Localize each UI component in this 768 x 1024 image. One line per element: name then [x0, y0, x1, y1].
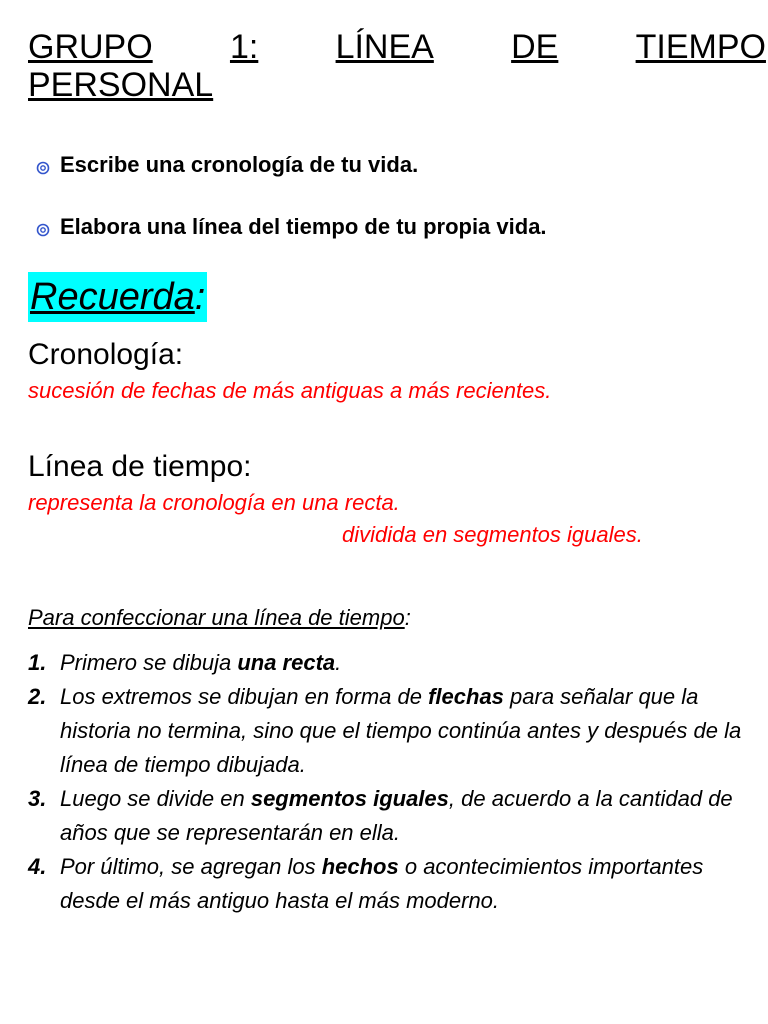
page-title	[28, 28, 766, 104]
title-word: GRUPO	[28, 28, 153, 66]
step-keyword: segmentos iguales	[250, 786, 449, 811]
linea-term: Línea de tiempo:	[28, 450, 252, 483]
title-line-1	[28, 28, 766, 66]
step-number: 3.	[28, 786, 47, 811]
step-text: Luego se divide en segmentos iguales, de acuerdo a la cantidad de años que se representarán en ella.	[60, 786, 733, 845]
steps-title-colon: :	[404, 605, 411, 630]
swirl-bullet-icon	[36, 223, 50, 237]
linea-definition-2: dividida en segmentos iguales.	[342, 522, 643, 547]
step-text: Primero se dibuja una recta.	[60, 650, 342, 675]
title-line-2: PERSONAL	[28, 66, 214, 104]
linea-definition-1: representa la cronología en una recta.	[28, 490, 400, 515]
list-item	[28, 646, 748, 680]
title-word: LÍNEA	[335, 28, 434, 66]
list-item	[28, 782, 748, 850]
swirl-bullet-icon	[36, 161, 50, 175]
step-text: Los extremos se dibujan en forma de flechas para señalar que la historia no termina, sino que el tiempo continúa antes y después de la línea de tiempo dibujada.	[60, 684, 742, 777]
recuerda-colon: :	[194, 276, 206, 318]
steps-title	[28, 605, 411, 631]
step-text: Por último, se agregan los hechos o acontecimientos importantes desde el más antiguo hasta el más moderno.	[60, 854, 704, 913]
bullet-text: Escribe una cronología de tu vida.	[60, 152, 419, 177]
step-keyword: hechos	[321, 854, 399, 879]
title-word: DE	[511, 28, 559, 66]
cronologia-definition: sucesión de fechas de más antiguas a más recientes.	[28, 378, 552, 403]
bullet-item	[36, 214, 547, 240]
recuerda-word: Recuerda	[30, 276, 195, 318]
bullet-text: Elabora una línea del tiempo de tu propia vida.	[60, 214, 547, 239]
step-keyword: flechas	[428, 684, 504, 709]
step-number: 2.	[28, 684, 47, 709]
step-keyword: una recta	[237, 650, 336, 675]
cronologia-term: Cronología:	[28, 338, 184, 371]
list-item	[28, 850, 748, 918]
steps-title-text: Para confeccionar una línea de tiempo	[28, 605, 405, 630]
steps-list	[28, 646, 748, 918]
title-word: 1:	[229, 28, 259, 66]
step-number: 1.	[28, 650, 47, 675]
recuerda-heading	[28, 272, 207, 322]
bullet-item	[36, 152, 418, 178]
list-item	[28, 680, 748, 782]
step-number: 4.	[28, 854, 47, 879]
title-word: TIEMPO	[635, 28, 766, 66]
